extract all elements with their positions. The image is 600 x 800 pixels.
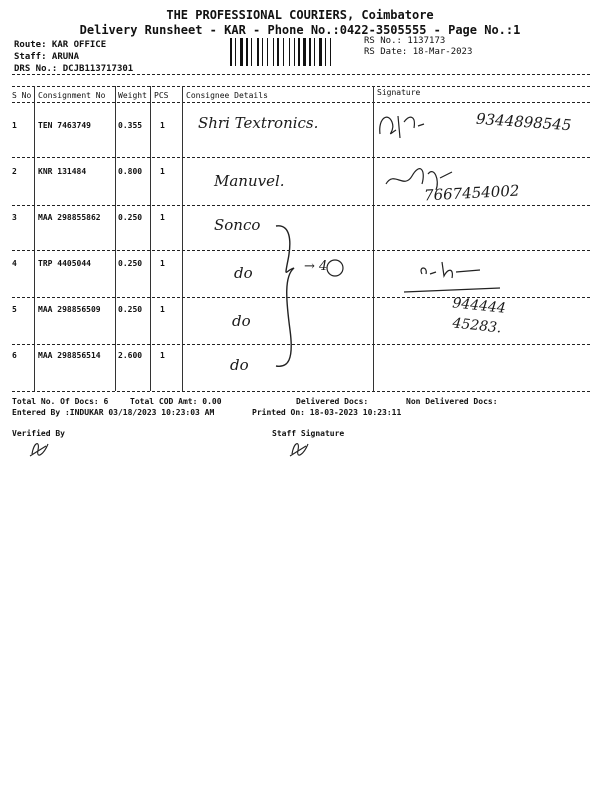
verified-by-label: Verified By	[12, 429, 65, 438]
row-1-consignment: TEN 7463749	[38, 121, 91, 130]
row-2-sno: 2	[12, 167, 17, 176]
col-header-pcs: PCS	[154, 91, 169, 100]
row-4-signature-scribble	[402, 258, 502, 298]
header-divider-top	[12, 74, 590, 75]
row-2-consignment: KNR 131484	[38, 167, 87, 176]
row-4-consignee-handwriting: do	[234, 264, 253, 282]
column-rule	[150, 86, 151, 391]
row-divider	[12, 157, 590, 158]
brace-note: → 4	[304, 259, 328, 274]
total-docs: Total No. Of Docs: 6	[12, 397, 109, 406]
row-3-consignment: MAA 298855862	[38, 213, 101, 222]
row-4-consignment: TRP 4405044	[38, 259, 91, 268]
row-3-sno: 3	[12, 213, 17, 222]
row-4-pcs: 1	[160, 259, 165, 268]
column-rule	[34, 86, 35, 391]
rs-number: RS No.: 1137173	[364, 36, 446, 46]
row-3-weight: 0.250	[118, 213, 143, 222]
row-5-signature-phone: 944444 45283.	[451, 295, 507, 337]
column-rule	[115, 86, 116, 391]
delivered-docs: Delivered Docs:	[296, 397, 369, 406]
staff-signature-label: Staff Signature	[272, 429, 345, 438]
row-3-consignee-handwriting: Sonco	[214, 216, 261, 234]
non-delivered-docs: Non Delivered Docs:	[406, 397, 498, 406]
row-6-sno: 6	[12, 351, 17, 360]
barcode-image	[230, 38, 358, 66]
rs-date: RS Date: 18-Mar-2023	[364, 47, 473, 57]
route-label: Route: KAR OFFICE	[14, 40, 107, 50]
col-header-consignee: Consignee Details	[186, 91, 268, 100]
row-4-sno: 4	[12, 259, 17, 268]
brace-mark	[270, 220, 310, 370]
staff-label: Staff: ARUNA	[14, 52, 80, 62]
verified-signature-scribble	[28, 436, 52, 458]
row-5-weight: 0.250	[118, 305, 143, 314]
runsheet-subtitle: Delivery Runsheet - KAR - Phone No.:0422-3505555 - Page No.:1	[79, 23, 521, 37]
total-cod: Total COD Amt: 0.00	[130, 397, 222, 406]
company-title: THE PROFESSIONAL COURIERS, Coimbatore	[166, 8, 434, 22]
col-header-sno: S No	[12, 91, 32, 100]
row-divider	[12, 205, 590, 206]
column-header-divider	[12, 102, 590, 103]
row-1-weight: 0.355	[118, 121, 143, 130]
col-header-consignment: Consignment No	[38, 91, 106, 100]
row-2-signature-phone: 7667454002	[423, 181, 520, 205]
row-6-weight: 2.600	[118, 351, 143, 360]
drs-number: DRS No.: DCJB113717301	[14, 64, 134, 74]
row-6-consignee-handwriting: do	[230, 356, 249, 374]
col-header-weight: Weight	[118, 91, 147, 100]
entered-by: Entered By :INDUKAR 03/18/2023 10:23:03 AM	[12, 408, 215, 417]
row-5-pcs: 1	[160, 305, 165, 314]
row-1-signature-phone: 9344898545	[475, 109, 572, 135]
row-1-consignee-handwriting: Shri Textronics.	[198, 114, 319, 132]
row-6-pcs: 1	[160, 351, 165, 360]
row-2-pcs: 1	[160, 167, 165, 176]
row-5-sno: 5	[12, 305, 17, 314]
staff-signature-scribble	[288, 436, 312, 458]
column-rule	[182, 86, 183, 391]
row-5-consignee-handwriting: do	[232, 312, 251, 330]
row-6-consignment: MAA 298856514	[38, 351, 101, 360]
row-1-pcs: 1	[160, 121, 165, 130]
printed-on: Printed On: 18-03-2023 10:23:11	[252, 408, 402, 417]
col-header-signature: Signature	[377, 88, 421, 97]
row-3-pcs: 1	[160, 213, 165, 222]
row-1-sno: 1	[12, 121, 17, 130]
row-2-consignee-handwriting: Manuvel.	[214, 172, 285, 190]
row-5-consignment: MAA 298856509	[38, 305, 101, 314]
row-1-signature-scribble	[374, 108, 444, 144]
circle-mark	[326, 259, 344, 277]
row-4-weight: 0.250	[118, 259, 143, 268]
header-divider	[12, 86, 590, 87]
row-2-weight: 0.800	[118, 167, 143, 176]
table-bottom-divider	[12, 391, 590, 392]
